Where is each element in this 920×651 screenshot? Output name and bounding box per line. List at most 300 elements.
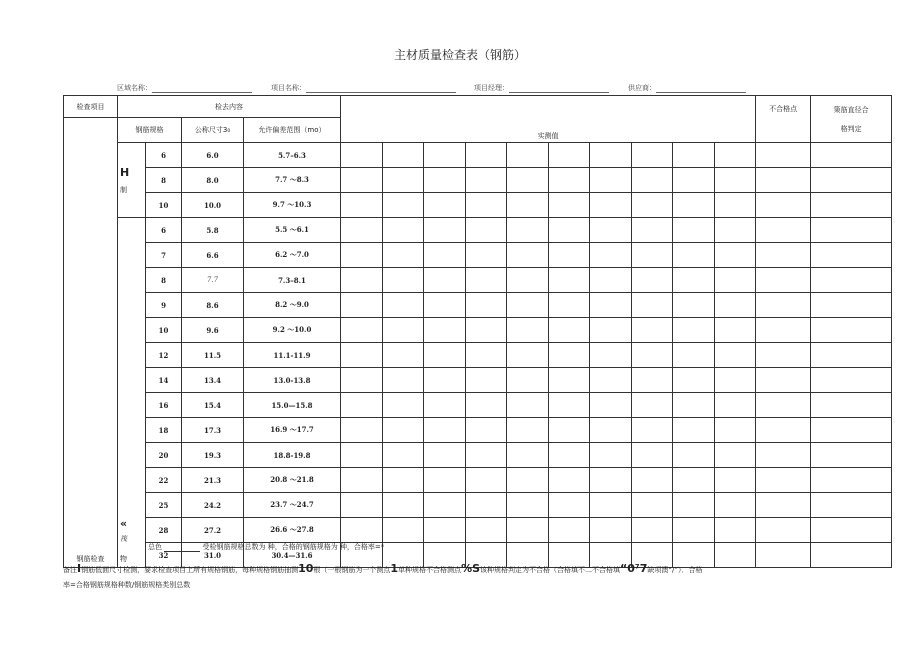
cell-measured[interactable] — [465, 168, 507, 193]
cell-measured[interactable] — [341, 343, 383, 368]
note-k: 缺项澳“/”）．合格 — [647, 566, 703, 574]
cell-measured[interactable] — [465, 443, 507, 468]
cell-measured[interactable] — [424, 318, 466, 343]
cell-measured[interactable] — [548, 418, 590, 443]
header-judgement-line2: 格判定 — [840, 124, 862, 133]
cell-measured[interactable] — [714, 418, 756, 443]
cell-tolerance: 15.0—15.8 — [244, 393, 341, 418]
table-row — [64, 143, 892, 168]
cell-judgement[interactable] — [811, 493, 892, 518]
cell-measured[interactable] — [631, 318, 673, 343]
cell-tolerance: 7.7 ～8.3 — [244, 168, 341, 193]
cell-measured[interactable] — [673, 493, 715, 518]
cell-measured[interactable] — [548, 393, 590, 418]
cell-judgement[interactable] — [811, 318, 892, 343]
cell-fail-point[interactable] — [756, 418, 811, 443]
note-a: 备注 — [63, 566, 77, 574]
cell-measured[interactable] — [341, 468, 383, 493]
cell-measured[interactable] — [673, 318, 715, 343]
cell-measured[interactable] — [590, 368, 632, 393]
table-row — [64, 318, 892, 343]
cell-measured[interactable] — [631, 368, 673, 393]
cell-measured[interactable] — [382, 468, 424, 493]
table-row — [64, 243, 892, 268]
project-field — [271, 83, 456, 93]
cell-measured[interactable] — [507, 268, 549, 293]
inspection-table — [63, 95, 892, 568]
cell-measured[interactable] — [424, 168, 466, 193]
note-c: 钢筋低面尺寸检测，要求检查项目上所有规格钢筋，每种规格钢筋抽测 — [81, 566, 299, 574]
cell-measured[interactable] — [507, 168, 549, 193]
cell-measured[interactable] — [507, 293, 549, 318]
cell-spec: 6 — [146, 218, 182, 243]
cell-measured[interactable] — [465, 318, 507, 343]
table-row — [64, 393, 892, 418]
cell-judgement[interactable] — [811, 368, 892, 393]
cell-measured[interactable] — [548, 518, 590, 543]
cell-spec: 14 — [146, 368, 182, 393]
group-plain-text: 制 — [120, 185, 127, 194]
cell-fail-point[interactable] — [756, 443, 811, 468]
cell-measured[interactable] — [673, 518, 715, 543]
cell-measured[interactable] — [465, 143, 507, 168]
cell-measured[interactable] — [714, 493, 756, 518]
cell-measured[interactable] — [673, 168, 715, 193]
cell-measured[interactable] — [465, 293, 507, 318]
cell-fail-point[interactable] — [756, 493, 811, 518]
cell-measured[interactable] — [631, 468, 673, 493]
cell-measured[interactable] — [714, 268, 756, 293]
cell-measured[interactable] — [341, 368, 383, 393]
cell-measured[interactable] — [507, 218, 549, 243]
cell-measured[interactable] — [465, 243, 507, 268]
cell-measured[interactable] — [341, 168, 383, 193]
cell-judgement[interactable] — [811, 293, 892, 318]
cell-tolerance: 8.2 ～9.0 — [244, 293, 341, 318]
cell-measured[interactable] — [424, 443, 466, 468]
cell-measured[interactable] — [673, 443, 715, 468]
cell-measured[interactable] — [507, 393, 549, 418]
cell-nominal: 27.2 — [182, 518, 244, 543]
cell-measured[interactable] — [341, 518, 383, 543]
cell-measured[interactable] — [714, 243, 756, 268]
cell-measured[interactable] — [631, 443, 673, 468]
note-line-1 — [63, 562, 703, 575]
cell-measured[interactable] — [714, 518, 756, 543]
cell-measured[interactable] — [631, 418, 673, 443]
cell-measured[interactable] — [590, 443, 632, 468]
area-field — [117, 83, 252, 93]
note-g: 单种规格不合格测点 — [398, 566, 462, 574]
area-label: 区域名称： — [117, 84, 152, 92]
cell-measured[interactable] — [382, 493, 424, 518]
cell-nominal: 21.3 — [182, 468, 244, 493]
page-title: 主材质量检查表（钢筋） — [393, 48, 526, 62]
cell-measured[interactable] — [507, 418, 549, 443]
cell-spec: 20 — [146, 443, 182, 468]
cell-measured[interactable] — [548, 468, 590, 493]
cell-measured[interactable] — [714, 218, 756, 243]
cell-measured[interactable] — [673, 193, 715, 218]
cell-measured[interactable] — [590, 268, 632, 293]
cell-measured[interactable] — [548, 343, 590, 368]
cell-measured[interactable] — [424, 368, 466, 393]
cell-fail-point[interactable] — [756, 543, 811, 568]
cell-nominal: 8.6 — [182, 293, 244, 318]
cell-measured[interactable] — [548, 293, 590, 318]
cell-measured[interactable] — [590, 393, 632, 418]
cell-measured[interactable] — [631, 393, 673, 418]
cell-tolerance: 9.2 ～10.0 — [244, 318, 341, 343]
cell-measured[interactable] — [341, 493, 383, 518]
cell-measured[interactable] — [507, 518, 549, 543]
cell-spec: 28 — [146, 518, 182, 543]
cell-nominal: 6.6 — [182, 243, 244, 268]
cell-judgement[interactable] — [811, 543, 892, 568]
cell-measured[interactable] — [424, 418, 466, 443]
cell-measured[interactable] — [714, 168, 756, 193]
cell-measured[interactable] — [673, 218, 715, 243]
note-i: 该种规格判定为不合格（合格填不二不合格填 — [480, 566, 621, 574]
cell-measured[interactable] — [341, 393, 383, 418]
cell-measured[interactable] — [590, 243, 632, 268]
cell-measured[interactable] — [382, 518, 424, 543]
cell-measured[interactable] — [465, 193, 507, 218]
cell-measured[interactable] — [465, 268, 507, 293]
cell-judgement[interactable] — [811, 243, 892, 268]
cell-spec: 7 — [146, 243, 182, 268]
cell-measured[interactable] — [590, 418, 632, 443]
cell-measured[interactable] — [631, 243, 673, 268]
cell-measured[interactable] — [714, 343, 756, 368]
summary-text: 受检钢筋规格总数为 种，合格的钢筋规格为 种，合格率=* — [202, 543, 385, 551]
cell-measured[interactable] — [548, 168, 590, 193]
cell-tolerance: 26.6 ～27.8 — [244, 518, 341, 543]
cell-measured[interactable] — [673, 268, 715, 293]
cell-judgement[interactable] — [811, 518, 892, 543]
cell-measured[interactable] — [631, 218, 673, 243]
cell-measured[interactable] — [507, 243, 549, 268]
supplier-field — [628, 83, 746, 93]
cell-measured[interactable] — [424, 343, 466, 368]
cell-measured[interactable] — [548, 193, 590, 218]
cell-spec: 32 — [146, 543, 182, 568]
cell-measured[interactable] — [507, 468, 549, 493]
cell-measured[interactable] — [673, 143, 715, 168]
cell-fail-point[interactable] — [756, 293, 811, 318]
cell-nominal: 31.0 — [182, 543, 244, 568]
cell-measured[interactable] — [673, 293, 715, 318]
cell-measured[interactable] — [548, 243, 590, 268]
cell-fail-point[interactable] — [756, 168, 811, 193]
manager-label: 项目经理： — [474, 84, 509, 92]
cell-measured[interactable] — [714, 143, 756, 168]
cell-measured[interactable] — [673, 393, 715, 418]
cell-measured[interactable] — [382, 293, 424, 318]
cell-measured[interactable] — [465, 218, 507, 243]
cell-measured[interactable] — [673, 468, 715, 493]
project-label: 项目名称： — [271, 84, 306, 92]
cell-measured[interactable] — [590, 518, 632, 543]
cell-fail-point[interactable] — [756, 218, 811, 243]
header-check-item: 检查项目 — [64, 96, 118, 118]
cell-nominal: 8.0 — [182, 168, 244, 193]
cell-measured[interactable] — [714, 318, 756, 343]
cell-measured[interactable] — [590, 493, 632, 518]
summary-line — [148, 542, 384, 552]
cell-judgement[interactable] — [811, 193, 892, 218]
cell-fail-point[interactable] — [756, 468, 811, 493]
project-input-line[interactable] — [306, 83, 456, 93]
cell-measured[interactable] — [424, 268, 466, 293]
cell-nominal: 24.2 — [182, 493, 244, 518]
cell-measured[interactable] — [673, 368, 715, 393]
cell-measured[interactable] — [590, 168, 632, 193]
cell-measured[interactable] — [631, 193, 673, 218]
header-measured: 实测值 — [341, 96, 756, 143]
cell-measured[interactable] — [714, 393, 756, 418]
cell-judgement[interactable] — [811, 168, 892, 193]
note-h: %S — [461, 562, 481, 575]
cell-tolerance: 11.1-11.9 — [244, 343, 341, 368]
cell-measured[interactable] — [590, 318, 632, 343]
cell-spec: 6 — [146, 143, 182, 168]
cell-measured[interactable] — [465, 493, 507, 518]
cell-measured[interactable] — [631, 518, 673, 543]
cell-measured[interactable] — [465, 368, 507, 393]
cell-nominal: 6.0 — [182, 143, 244, 168]
cell-measured[interactable] — [507, 193, 549, 218]
cell-measured[interactable] — [590, 218, 632, 243]
cell-measured[interactable] — [341, 418, 383, 443]
cell-fail-point[interactable] — [756, 193, 811, 218]
cell-measured[interactable] — [382, 418, 424, 443]
cell-judgement[interactable] — [811, 343, 892, 368]
cell-tolerance: 9.7 ～10.3 — [244, 193, 341, 218]
cell-measured[interactable] — [631, 493, 673, 518]
supplier-input-line[interactable] — [656, 83, 746, 93]
cell-judgement[interactable] — [811, 443, 892, 468]
cell-judgement[interactable] — [811, 418, 892, 443]
cell-measured[interactable] — [631, 168, 673, 193]
cell-tolerance: 13.0-13.8 — [244, 368, 341, 393]
cell-fail-point[interactable] — [756, 318, 811, 343]
cell-measured[interactable] — [382, 393, 424, 418]
cell-spec: 9 — [146, 293, 182, 318]
cell-measured[interactable] — [714, 368, 756, 393]
table-row — [64, 218, 892, 243]
cell-measured[interactable] — [590, 143, 632, 168]
cell-measured[interactable] — [382, 143, 424, 168]
group-ribbed-cell — [118, 218, 146, 568]
cell-measured[interactable] — [714, 293, 756, 318]
cell-measured[interactable] — [673, 418, 715, 443]
note-b: I — [77, 562, 82, 575]
cell-measured[interactable] — [590, 293, 632, 318]
cell-judgement[interactable] — [811, 143, 892, 168]
table-row — [64, 343, 892, 368]
cell-measured[interactable] — [341, 218, 383, 243]
cell-measured[interactable] — [465, 343, 507, 368]
cell-measured[interactable] — [424, 293, 466, 318]
cell-measured[interactable] — [548, 493, 590, 518]
cell-measured[interactable] — [382, 443, 424, 468]
cell-measured[interactable] — [382, 318, 424, 343]
cell-measured[interactable] — [424, 468, 466, 493]
cell-judgement[interactable] — [811, 468, 892, 493]
cell-judgement[interactable] — [811, 393, 892, 418]
cell-nominal: 15.4 — [182, 393, 244, 418]
group-plain-mark: H — [120, 165, 130, 179]
side-check-cell — [64, 118, 118, 568]
header-judgement — [811, 96, 892, 143]
table-row — [64, 293, 892, 318]
cell-spec: 16 — [146, 393, 182, 418]
cell-measured[interactable] — [382, 268, 424, 293]
cell-spec: 10 — [146, 318, 182, 343]
cell-tolerance: 30.4—31.6 — [244, 543, 341, 568]
cell-measured[interactable] — [465, 468, 507, 493]
cell-fail-point[interactable] — [756, 143, 811, 168]
table-row — [64, 518, 892, 543]
cell-measured[interactable] — [341, 193, 383, 218]
cell-measured[interactable] — [590, 468, 632, 493]
cell-measured[interactable] — [714, 543, 756, 568]
cell-measured[interactable] — [714, 443, 756, 468]
cell-measured[interactable] — [341, 293, 383, 318]
cell-measured[interactable] — [714, 193, 756, 218]
cell-measured[interactable] — [507, 443, 549, 468]
cell-measured[interactable] — [507, 493, 549, 518]
cell-measured[interactable] — [507, 143, 549, 168]
supplier-label: 供应商： — [628, 84, 656, 92]
cell-measured[interactable] — [548, 368, 590, 393]
table-row — [64, 443, 892, 468]
cell-tolerance: 16.9 ～17.7 — [244, 418, 341, 443]
cell-measured[interactable] — [673, 243, 715, 268]
cell-tolerance: 23.7 ～24.7 — [244, 493, 341, 518]
cell-measured[interactable] — [507, 343, 549, 368]
cell-measured[interactable] — [507, 318, 549, 343]
header-tolerance: 允许偏差范围（mo） — [244, 118, 341, 143]
cell-tolerance: 20.8 ～21.8 — [244, 468, 341, 493]
cell-nominal: 9.6 — [182, 318, 244, 343]
summary-blank[interactable] — [164, 543, 200, 552]
cell-measured[interactable] — [548, 318, 590, 343]
cell-measured[interactable] — [382, 193, 424, 218]
cell-judgement[interactable] — [811, 218, 892, 243]
cell-measured[interactable] — [631, 143, 673, 168]
cell-tolerance: 5.5 ～6.1 — [244, 218, 341, 243]
cell-measured[interactable] — [590, 343, 632, 368]
cell-nominal: 19.3 — [182, 443, 244, 468]
cell-measured[interactable] — [424, 493, 466, 518]
table-row — [64, 418, 892, 443]
group-ribbed-italic: 筏 — [120, 535, 127, 543]
cell-fail-point[interactable] — [756, 268, 811, 293]
cell-measured[interactable] — [382, 243, 424, 268]
cell-spec: 8 — [146, 168, 182, 193]
table-row — [64, 168, 892, 193]
cell-measured[interactable] — [382, 218, 424, 243]
cell-spec: 12 — [146, 343, 182, 368]
summary-prefix: 总色 — [148, 543, 162, 551]
cell-measured[interactable] — [382, 168, 424, 193]
cell-measured[interactable] — [424, 243, 466, 268]
group-ribbed-mark: « — [120, 517, 128, 530]
area-input-line[interactable] — [152, 83, 252, 93]
cell-nominal: 11.5 — [182, 343, 244, 368]
cell-measured[interactable] — [465, 518, 507, 543]
group-plain-cell — [118, 143, 146, 218]
table-row — [64, 193, 892, 218]
side-rebar-check: 钢筋检查 — [76, 555, 105, 563]
cell-judgement[interactable] — [811, 268, 892, 293]
cell-tolerance: 6.2 ～7.0 — [244, 243, 341, 268]
cell-nominal: 10.0 — [182, 193, 244, 218]
cell-measured[interactable] — [714, 468, 756, 493]
cell-fail-point[interactable] — [756, 343, 811, 368]
cell-spec: 22 — [146, 468, 182, 493]
cell-measured[interactable] — [548, 443, 590, 468]
cell-measured[interactable] — [590, 193, 632, 218]
header-spec: 钢筋规格 — [118, 118, 182, 143]
note-e: 根（一根钢筋为一个测点 — [313, 566, 391, 574]
cell-measured[interactable] — [341, 318, 383, 343]
cell-fail-point[interactable] — [756, 518, 811, 543]
header-check-content: 检去内容 — [118, 96, 341, 118]
cell-measured[interactable] — [465, 418, 507, 443]
cell-measured[interactable] — [631, 293, 673, 318]
cell-measured[interactable] — [548, 143, 590, 168]
cell-measured[interactable] — [424, 143, 466, 168]
cell-measured[interactable] — [341, 268, 383, 293]
cell-measured[interactable] — [507, 368, 549, 393]
note-j: “0⁷7 — [620, 562, 648, 575]
cell-measured[interactable] — [424, 518, 466, 543]
header-fail-point: 不合格点 — [756, 96, 811, 143]
cell-measured[interactable] — [341, 143, 383, 168]
table-row — [64, 468, 892, 493]
cell-measured[interactable] — [424, 393, 466, 418]
cell-measured[interactable] — [424, 218, 466, 243]
manager-field — [474, 83, 609, 93]
cell-measured[interactable] — [382, 343, 424, 368]
cell-measured[interactable] — [341, 243, 383, 268]
cell-fail-point[interactable] — [756, 368, 811, 393]
cell-nominal: 7.7 — [182, 268, 244, 293]
header-judgement-line1: 策筋直径合 — [833, 105, 869, 114]
cell-measured[interactable] — [673, 343, 715, 368]
cell-measured[interactable] — [465, 393, 507, 418]
cell-nominal: 17.3 — [182, 418, 244, 443]
cell-measured[interactable] — [548, 218, 590, 243]
table-row — [64, 368, 892, 393]
manager-input-line[interactable] — [509, 83, 609, 93]
cell-fail-point[interactable] — [756, 393, 811, 418]
cell-nominal: 5.8 — [182, 218, 244, 243]
cell-measured[interactable] — [382, 368, 424, 393]
info-row — [0, 83, 920, 95]
cell-measured[interactable] — [548, 268, 590, 293]
cell-measured[interactable] — [631, 268, 673, 293]
cell-measured[interactable] — [424, 193, 466, 218]
cell-measured[interactable] — [341, 443, 383, 468]
cell-measured[interactable] — [631, 343, 673, 368]
note-d: 10 — [298, 562, 314, 575]
cell-nominal: 13.4 — [182, 368, 244, 393]
cell-fail-point[interactable] — [756, 243, 811, 268]
